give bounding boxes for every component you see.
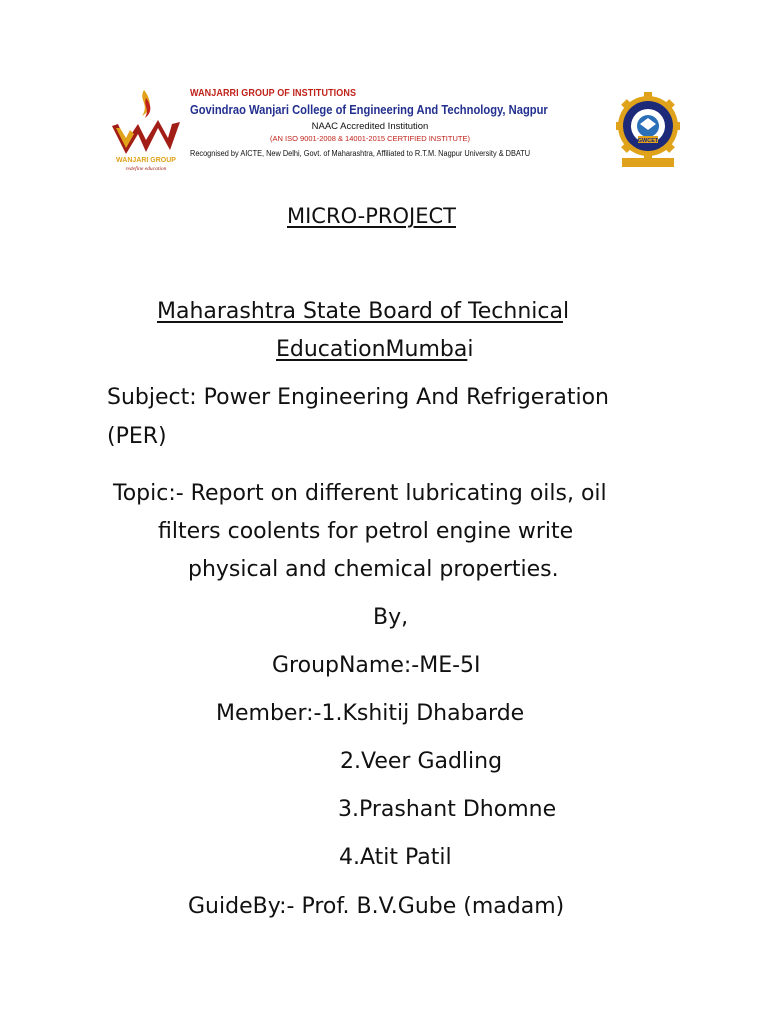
board-name-line2-underlined: EducationMumba xyxy=(276,337,468,362)
member-item: 2.Veer Gadling xyxy=(340,749,503,774)
board-name-line2-rest: i xyxy=(467,337,474,362)
right-logo-name: GWCET xyxy=(637,138,659,144)
group-name: WANJARRI GROUP OF INSTITUTIONS xyxy=(190,88,357,99)
board-name-line1 xyxy=(157,298,569,326)
topic-line1: Topic:- Report on different lubricating oils, oil xyxy=(113,481,607,506)
left-logo-name: WANJARI GROUP xyxy=(116,157,176,164)
subject-line1: Subject: Power Engineering And Refrigeration xyxy=(107,385,610,410)
topic-line3: physical and chemical properties. xyxy=(188,557,559,582)
gwcet-seal-logo xyxy=(616,86,680,170)
recognition-text: Recognised by AICTE, New Delhi, Govt. of Maharashtra, Affiliated to R.T.M. Nagpur University & DBATU xyxy=(190,149,531,158)
member-item: Member:-1.Kshitij Dhabarde xyxy=(216,701,525,726)
member-item: 4.Atit Patil xyxy=(339,845,452,870)
by-label: By, xyxy=(373,605,409,630)
board-name-line1-rest: l xyxy=(562,299,570,324)
letterhead-text xyxy=(190,88,610,160)
board-name-line1-underlined: Maharashtra State Board of Technica xyxy=(157,299,563,324)
member-item: 3.Prashant Dhomne xyxy=(338,797,557,822)
wanjari-group-logo xyxy=(108,88,184,172)
accreditation-text: NAAC Accredited Institution xyxy=(311,121,429,132)
guide-label: GuideBy:- Prof. B.V.Gube (madam) xyxy=(188,894,565,919)
letterhead xyxy=(104,82,682,178)
board-name-line2 xyxy=(276,336,473,364)
group-name-label: GroupName:-ME-5I xyxy=(272,653,481,678)
topic-line2: filters coolents for petrol engine write xyxy=(158,519,574,544)
college-name: Govindrao Wanjari College of Engineering And Technology, Nagpur xyxy=(190,102,548,117)
certification-text: (AN ISO 9001-2008 & 14001-2015 CERTIFIED INSTITUTE) xyxy=(270,134,470,143)
left-logo-tagline: redefine education xyxy=(125,166,167,172)
document-title: MICRO-PROJECT xyxy=(287,204,456,228)
subject-line2: (PER) xyxy=(107,424,167,449)
